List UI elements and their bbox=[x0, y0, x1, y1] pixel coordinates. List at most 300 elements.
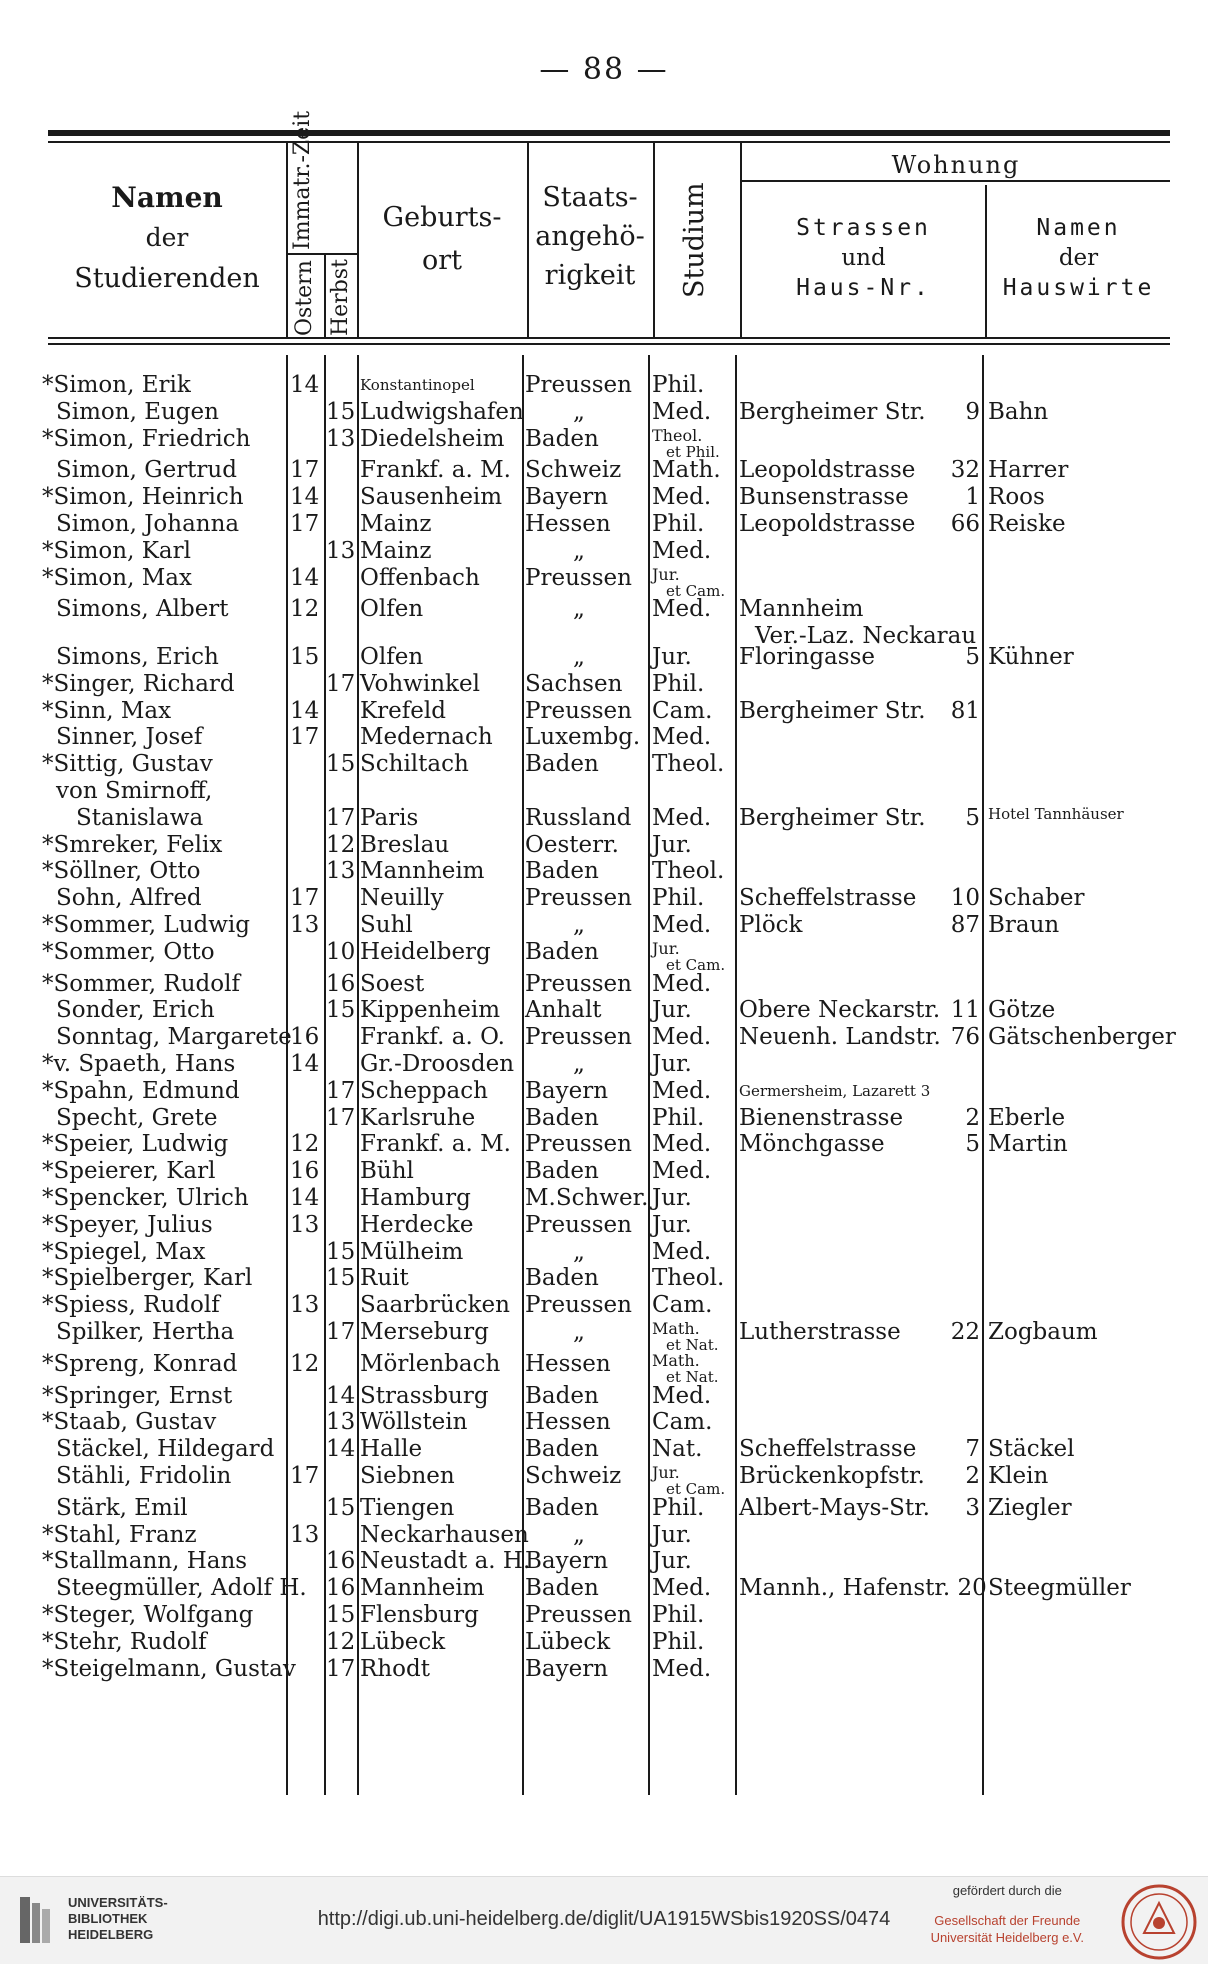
study-subject: Jur. bbox=[652, 1051, 692, 1077]
nationality: Baden bbox=[525, 938, 599, 965]
immatr-herbst: 13 bbox=[326, 537, 356, 564]
student-name: *Sommer, Rudolf bbox=[42, 970, 240, 997]
nationality: Schweiz bbox=[525, 457, 622, 484]
immatr-herbst: 17 bbox=[326, 1104, 356, 1131]
table-row bbox=[0, 1158, 1208, 1185]
immatr-ostern: 12 bbox=[290, 1350, 320, 1377]
student-name: *Sinn, Max bbox=[42, 697, 172, 724]
immatr-ostern: 14 bbox=[290, 564, 320, 591]
immatr-herbst: 10 bbox=[326, 938, 356, 965]
house-number: 9 bbox=[965, 398, 980, 425]
study-subject: Med. bbox=[652, 1024, 712, 1051]
table-row bbox=[0, 698, 1208, 725]
nationality: Bayern bbox=[525, 1655, 609, 1682]
header-rule bbox=[48, 337, 1170, 339]
house-number: 7 bbox=[965, 1436, 980, 1463]
student-name: Specht, Grete bbox=[56, 1104, 218, 1131]
student-name: Sonder, Erich bbox=[56, 997, 215, 1024]
student-name: *Simon, Friedrich bbox=[42, 425, 251, 452]
nationality: Baden bbox=[525, 1265, 599, 1292]
table-row bbox=[0, 1265, 1208, 1292]
student-name: *Sommer, Otto bbox=[42, 938, 215, 965]
table-row bbox=[0, 425, 1208, 461]
study-subject: Jur. bbox=[652, 1185, 692, 1211]
immatr-herbst: 15 bbox=[326, 751, 356, 778]
nationality: Hessen bbox=[525, 1350, 611, 1377]
birthplace: Schiltach bbox=[360, 751, 469, 778]
study-subject: Jur. bbox=[652, 1211, 692, 1238]
study-subject: Math. bbox=[652, 1319, 700, 1338]
top-rule-thin bbox=[48, 141, 1170, 143]
house-number: 5 bbox=[965, 1131, 980, 1158]
table-row bbox=[0, 372, 1208, 399]
study-subject: Theol. bbox=[652, 858, 725, 885]
immatr-rule bbox=[286, 253, 357, 255]
house-number: 22 bbox=[950, 1319, 980, 1345]
street-address: Scheffelstrasse bbox=[739, 1436, 917, 1463]
student-name: *Spiegel, Max bbox=[42, 1238, 206, 1265]
birthplace: Tiengen bbox=[360, 1494, 455, 1521]
nationality: M.Schwer. bbox=[525, 1185, 649, 1211]
nationality: Baden bbox=[525, 751, 599, 778]
table-row bbox=[0, 1656, 1208, 1683]
nationality: Baden bbox=[525, 858, 599, 885]
table-row bbox=[0, 564, 1208, 600]
table-row bbox=[0, 1239, 1208, 1266]
house-number: 2 bbox=[965, 1104, 980, 1131]
student-name: Simon, Gertrud bbox=[56, 457, 237, 484]
birthplace: Soest bbox=[360, 970, 425, 997]
nationality: Baden bbox=[525, 1382, 599, 1409]
street-address: Germersheim, Lazarett 3 bbox=[739, 1081, 931, 1100]
immatr-herbst: 13 bbox=[326, 425, 356, 452]
immatr-ostern: 14 bbox=[290, 1185, 320, 1211]
header-divider bbox=[653, 143, 655, 337]
street-address: Mannheim bbox=[739, 596, 864, 623]
immatr-ostern: 15 bbox=[290, 644, 320, 670]
header-studium: Studium bbox=[679, 182, 710, 298]
landlord: Stäckel bbox=[988, 1436, 1075, 1463]
table-row bbox=[0, 858, 1208, 885]
landlord: Götze bbox=[988, 997, 1056, 1024]
nationality: Preussen bbox=[525, 1211, 632, 1238]
student-name: Simons, Albert bbox=[56, 596, 229, 623]
study-subject: Theol. bbox=[652, 1265, 725, 1292]
immatr-ostern: 17 bbox=[290, 1463, 320, 1489]
immatr-herbst: 17 bbox=[326, 1655, 356, 1682]
immatr-herbst: 16 bbox=[326, 1575, 356, 1602]
house-number: 3 bbox=[965, 1494, 980, 1521]
nationality: Hessen bbox=[525, 511, 611, 537]
student-name: *Söllner, Otto bbox=[42, 858, 201, 885]
birthplace: Neustadt a. H. bbox=[360, 1548, 531, 1575]
nationality: Oesterr. bbox=[525, 831, 619, 858]
study-subject: Med. bbox=[652, 1655, 712, 1682]
header-staatsangehoerigkeit: Staats- angehö- rigkeit bbox=[535, 182, 645, 292]
study-subject: Med. bbox=[652, 1575, 712, 1602]
footer-bar bbox=[0, 1876, 1208, 1964]
street-address: Mönchgasse bbox=[739, 1131, 885, 1158]
birthplace: Lübeck bbox=[360, 1628, 446, 1655]
student-name: *Spielberger, Karl bbox=[42, 1265, 253, 1292]
birthplace: Konstantinopel bbox=[360, 376, 475, 394]
birthplace: Olfen bbox=[360, 596, 424, 623]
table-row bbox=[0, 885, 1208, 912]
street-address: Leopoldstrasse bbox=[739, 511, 916, 537]
street-address: Bergheimer Str. bbox=[739, 398, 926, 425]
landlord: Harrer bbox=[988, 457, 1069, 484]
study-subject: Med. bbox=[652, 1238, 712, 1265]
table-row bbox=[0, 1024, 1208, 1051]
house-number: 66 bbox=[950, 511, 980, 537]
birthplace: Paris bbox=[360, 804, 419, 831]
header-rule-thin bbox=[48, 343, 1170, 345]
nationality: Preussen bbox=[525, 1602, 632, 1628]
birthplace: Siebnen bbox=[360, 1463, 455, 1489]
study-subject: Jur. bbox=[652, 1548, 692, 1575]
student-name: *Speier, Ludwig bbox=[42, 1131, 229, 1158]
header-divider bbox=[324, 255, 326, 337]
birthplace: Medernach bbox=[360, 724, 493, 751]
immatr-herbst: 15 bbox=[326, 1265, 356, 1292]
nationality: „ bbox=[573, 1319, 585, 1345]
table-row bbox=[0, 399, 1208, 426]
header-immatr-zeit: Immatr.-Zeit bbox=[290, 110, 315, 250]
nationality: Bayern bbox=[525, 484, 609, 511]
immatr-herbst: 15 bbox=[326, 997, 356, 1024]
landlord: Eberle bbox=[988, 1104, 1066, 1131]
study-subject: Nat. bbox=[652, 1436, 703, 1463]
immatr-herbst: 15 bbox=[326, 1238, 356, 1265]
study-subject: Cam. bbox=[652, 1292, 713, 1319]
immatr-ostern: 17 bbox=[290, 457, 320, 484]
immatr-ostern: 16 bbox=[290, 1024, 320, 1051]
student-name: Simons, Erich bbox=[56, 644, 219, 670]
student-name: *Simon, Karl bbox=[42, 537, 191, 564]
study-subject: Med. bbox=[652, 970, 712, 997]
street-address: Bergheimer Str. bbox=[739, 804, 926, 831]
landlord: Klein bbox=[988, 1463, 1049, 1489]
nationality: Baden bbox=[525, 425, 599, 452]
header-geburtsort: Geburts- ort bbox=[382, 202, 502, 277]
nationality: Baden bbox=[525, 1494, 599, 1521]
study-subject: Jur. bbox=[652, 997, 692, 1024]
table-row bbox=[0, 997, 1208, 1024]
landlord: Braun bbox=[988, 912, 1060, 938]
birthplace: Herdecke bbox=[360, 1211, 474, 1238]
study-subject: Med. bbox=[652, 1158, 712, 1185]
landlord: Roos bbox=[988, 484, 1045, 511]
study-subject: Phil. bbox=[652, 1494, 705, 1521]
page-number: — 88 — bbox=[539, 52, 669, 87]
immatr-herbst: 17 bbox=[326, 1077, 356, 1104]
student-name: Stähli, Fridolin bbox=[56, 1463, 232, 1489]
nationality: Preussen bbox=[525, 1024, 632, 1051]
birthplace: Diedelsheim bbox=[360, 425, 505, 452]
immatr-herbst: 16 bbox=[326, 970, 356, 997]
study-subject: Med. bbox=[652, 596, 712, 623]
table-row bbox=[0, 1078, 1208, 1105]
study-subject: Cam. bbox=[652, 697, 713, 724]
student-name: *Springer, Ernst bbox=[42, 1382, 233, 1409]
nationality: Hessen bbox=[525, 1409, 611, 1436]
study-subject: Phil. bbox=[652, 372, 705, 398]
birthplace: Suhl bbox=[360, 912, 413, 938]
birthplace: Heidelberg bbox=[360, 938, 491, 965]
birthplace: Sausenheim bbox=[360, 484, 503, 511]
birthplace: Frankf. a. M. bbox=[360, 457, 511, 484]
table-row bbox=[0, 457, 1208, 484]
student-name: *Spreng, Konrad bbox=[42, 1350, 238, 1377]
nationality: Anhalt bbox=[525, 997, 602, 1024]
nationality: Baden bbox=[525, 1436, 599, 1463]
study-subject-line2: et Cam. bbox=[666, 1480, 726, 1498]
birthplace: Scheppach bbox=[360, 1077, 488, 1104]
study-subject: Med. bbox=[652, 912, 712, 938]
immatr-ostern: 17 bbox=[290, 885, 320, 912]
student-name: *Singer, Richard bbox=[42, 670, 235, 697]
library-name: UNIVERSITÄTS- BIBLIOTHEK HEIDELBERG bbox=[68, 1895, 168, 1942]
landlord: Bahn bbox=[988, 398, 1049, 425]
table-row bbox=[0, 1319, 1208, 1354]
immatr-herbst: 17 bbox=[326, 804, 356, 831]
street-address: Brückenkopfstr. bbox=[739, 1463, 925, 1489]
house-number: 2 bbox=[965, 1463, 980, 1489]
student-name: Stäckel, Hildegard bbox=[56, 1436, 275, 1463]
table-row bbox=[0, 538, 1208, 565]
student-name: Stärk, Emil bbox=[56, 1494, 188, 1521]
header-divider bbox=[286, 143, 288, 337]
house-number: 5 bbox=[965, 644, 980, 670]
nationality: Preussen bbox=[525, 885, 632, 912]
birthplace: Mannheim bbox=[360, 1575, 485, 1602]
table-row bbox=[0, 1602, 1208, 1629]
table-row bbox=[0, 1575, 1208, 1602]
study-subject: Med. bbox=[652, 804, 712, 831]
study-subject: Med. bbox=[652, 537, 712, 564]
immatr-herbst: 12 bbox=[326, 1628, 356, 1655]
landlord: Hotel Tannhäuser bbox=[988, 804, 1124, 823]
table-row bbox=[0, 511, 1208, 538]
immatr-ostern: 14 bbox=[290, 697, 320, 724]
nationality: Preussen bbox=[525, 1131, 632, 1158]
study-subject: Phil. bbox=[652, 511, 705, 537]
table-row bbox=[0, 778, 1208, 831]
student-name: *Simon, Erik bbox=[42, 372, 191, 398]
table-row bbox=[0, 751, 1208, 778]
street-address: Neuenh. Landstr. bbox=[739, 1024, 941, 1051]
table-row bbox=[0, 1629, 1208, 1656]
student-name: Sohn, Alfred bbox=[56, 885, 202, 912]
student-name: Simon, Johanna bbox=[56, 511, 240, 537]
immatr-herbst: 14 bbox=[326, 1436, 356, 1463]
header-wohnung: Wohnung bbox=[891, 151, 1021, 179]
table-row bbox=[0, 1185, 1208, 1212]
nationality: „ bbox=[573, 596, 585, 623]
birthplace: Vohwinkel bbox=[360, 670, 480, 697]
street-address-line2: Ver.-Laz. Neckarau bbox=[755, 623, 977, 650]
student-name: von Smirnoff, bbox=[56, 778, 213, 804]
street-address: Bergheimer Str. bbox=[739, 697, 926, 724]
study-subject: Jur. bbox=[652, 564, 680, 584]
immatr-ostern: 13 bbox=[290, 1292, 320, 1319]
table-row bbox=[0, 1436, 1208, 1463]
street-address: Floringasse bbox=[739, 644, 875, 670]
study-subject: Med. bbox=[652, 398, 712, 425]
study-subject: Jur. bbox=[652, 831, 692, 858]
student-name: *Spahn, Edmund bbox=[42, 1077, 240, 1104]
birthplace: Mannheim bbox=[360, 858, 485, 885]
street-address: Plöck bbox=[739, 912, 803, 938]
birthplace: Mülheim bbox=[360, 1238, 464, 1265]
sponsor: gefördert durch die Gesellschaft der Freunde Universität Heidelberg e.V. bbox=[930, 1883, 1084, 1945]
table-row bbox=[0, 671, 1208, 698]
student-name: *Simon, Max bbox=[42, 564, 192, 591]
nationality: „ bbox=[573, 644, 585, 670]
study-subject-line2: et Cam. bbox=[666, 955, 726, 974]
immatr-ostern: 17 bbox=[290, 724, 320, 751]
immatr-herbst: 13 bbox=[326, 858, 356, 885]
study-subject: Med. bbox=[652, 724, 712, 751]
student-name-line2: Stanislawa bbox=[76, 804, 204, 831]
nationality: „ bbox=[573, 537, 585, 564]
birthplace: Rhodt bbox=[360, 1655, 430, 1682]
birthplace: Wöllstein bbox=[360, 1409, 468, 1436]
house-number: 1 bbox=[965, 484, 980, 511]
nationality: Bayern bbox=[525, 1548, 609, 1575]
table-row bbox=[0, 644, 1208, 671]
immatr-herbst: 15 bbox=[326, 1602, 356, 1628]
student-name: *Speierer, Karl bbox=[42, 1158, 216, 1185]
study-subject: Phil. bbox=[652, 670, 705, 697]
landlord: Ziegler bbox=[988, 1494, 1072, 1521]
landlord: Schaber bbox=[988, 885, 1085, 912]
student-name: *Smreker, Felix bbox=[42, 831, 223, 858]
study-subject: Theol. bbox=[652, 425, 703, 445]
immatr-ostern: 14 bbox=[290, 1051, 320, 1077]
birthplace: Hamburg bbox=[360, 1185, 471, 1211]
student-name: Simon, Eugen bbox=[56, 398, 219, 425]
student-name: *Sittig, Gustav bbox=[42, 751, 213, 778]
landlord: Gätschenberger bbox=[988, 1024, 1176, 1051]
student-name: *Steger, Wolfgang bbox=[42, 1602, 254, 1628]
street-address: Mannh., Hafenstr. 20 bbox=[739, 1575, 987, 1602]
study-subject: Phil. bbox=[652, 1104, 705, 1131]
study-subject: Med. bbox=[652, 1077, 712, 1104]
birthplace: Frankf. a. O. bbox=[360, 1024, 505, 1051]
immatr-ostern: 13 bbox=[290, 912, 320, 938]
top-rule bbox=[48, 130, 1170, 136]
table-row bbox=[0, 484, 1208, 511]
student-name: Spilker, Hertha bbox=[56, 1319, 235, 1345]
immatr-ostern: 13 bbox=[290, 1211, 320, 1238]
immatr-ostern: 17 bbox=[290, 511, 320, 537]
study-subject: Phil. bbox=[652, 1628, 705, 1655]
street-address: Lutherstrasse bbox=[739, 1319, 901, 1345]
landlord: Reiske bbox=[988, 511, 1066, 537]
student-name: *v. Spaeth, Hans bbox=[42, 1051, 236, 1077]
nationality: „ bbox=[573, 1238, 585, 1265]
source-url[interactable]: http://digi.ub.uni-heidelberg.de/diglit/UA1915WSbis1920SS/0474 bbox=[317, 1908, 891, 1930]
student-name: *Steigelmann, Gustav bbox=[42, 1655, 296, 1682]
birthplace: Saarbrücken bbox=[360, 1292, 510, 1319]
table-row bbox=[0, 971, 1208, 998]
study-subject: Med. bbox=[652, 1382, 712, 1409]
table-row bbox=[0, 1463, 1208, 1498]
nationality: Preussen bbox=[525, 564, 632, 591]
birthplace: Neuilly bbox=[360, 885, 444, 912]
house-number: 5 bbox=[965, 804, 980, 831]
header-herbst: Herbst bbox=[328, 259, 353, 336]
nationality: „ bbox=[573, 1521, 585, 1548]
header-strassen: Strassen und Haus-Nr. bbox=[796, 215, 931, 301]
nationality: Preussen bbox=[525, 970, 632, 997]
immatr-herbst: 16 bbox=[326, 1548, 356, 1575]
birthplace: Mainz bbox=[360, 537, 432, 564]
study-subject: Phil. bbox=[652, 885, 705, 912]
table-row bbox=[0, 1105, 1208, 1132]
street-address: Bunsenstrasse bbox=[739, 484, 909, 511]
student-name: Sinner, Josef bbox=[56, 724, 203, 751]
nationality: Baden bbox=[525, 1104, 599, 1131]
birthplace: Halle bbox=[360, 1436, 423, 1463]
house-number: 76 bbox=[950, 1024, 980, 1051]
student-name: Steegmüller, Adolf H. bbox=[56, 1575, 307, 1602]
house-number: 10 bbox=[950, 885, 980, 912]
table-row bbox=[0, 724, 1208, 751]
table-row bbox=[0, 832, 1208, 859]
table-row bbox=[0, 1522, 1208, 1549]
nationality: Schweiz bbox=[525, 1463, 622, 1489]
birthplace: Mörlenbach bbox=[360, 1350, 501, 1377]
nationality: Baden bbox=[525, 1575, 599, 1602]
nationality: „ bbox=[573, 398, 585, 425]
nationality: „ bbox=[573, 1051, 585, 1077]
house-number: 11 bbox=[950, 997, 980, 1024]
nationality: Baden bbox=[525, 1158, 599, 1185]
house-number: 87 bbox=[950, 912, 980, 938]
immatr-ostern: 13 bbox=[290, 1521, 320, 1548]
landlord: Steegmüller bbox=[988, 1575, 1131, 1602]
immatr-ostern: 16 bbox=[290, 1158, 320, 1185]
study-subject: Jur. bbox=[652, 938, 680, 958]
immatr-herbst: 17 bbox=[326, 1319, 356, 1345]
immatr-herbst: 17 bbox=[326, 670, 356, 697]
table-row bbox=[0, 596, 1208, 650]
landlord: Zogbaum bbox=[988, 1319, 1098, 1345]
immatr-herbst: 14 bbox=[326, 1382, 356, 1409]
birthplace: Gr.-Droosden bbox=[360, 1051, 515, 1077]
student-name: *Sommer, Ludwig bbox=[42, 912, 250, 938]
immatr-ostern: 12 bbox=[290, 596, 320, 623]
nationality: „ bbox=[573, 912, 585, 938]
header-namen: Namen der Studierenden bbox=[74, 181, 260, 294]
study-subject: Jur. bbox=[652, 644, 692, 670]
study-subject: Math. bbox=[652, 1350, 700, 1370]
immatr-ostern: 14 bbox=[290, 372, 320, 398]
student-name: *Spiess, Rudolf bbox=[42, 1292, 220, 1319]
nationality: Bayern bbox=[525, 1077, 609, 1104]
nationality: Lübeck bbox=[525, 1628, 611, 1655]
student-name: *Staab, Gustav bbox=[42, 1409, 217, 1436]
immatr-herbst: 13 bbox=[326, 1409, 356, 1436]
landlord: Martin bbox=[988, 1131, 1068, 1158]
study-subject: Cam. bbox=[652, 1409, 713, 1436]
table-row bbox=[0, 1051, 1208, 1078]
university-seal-icon bbox=[1120, 1883, 1198, 1961]
student-name: Sonntag, Margarete bbox=[56, 1024, 292, 1051]
birthplace: Bühl bbox=[360, 1158, 414, 1185]
